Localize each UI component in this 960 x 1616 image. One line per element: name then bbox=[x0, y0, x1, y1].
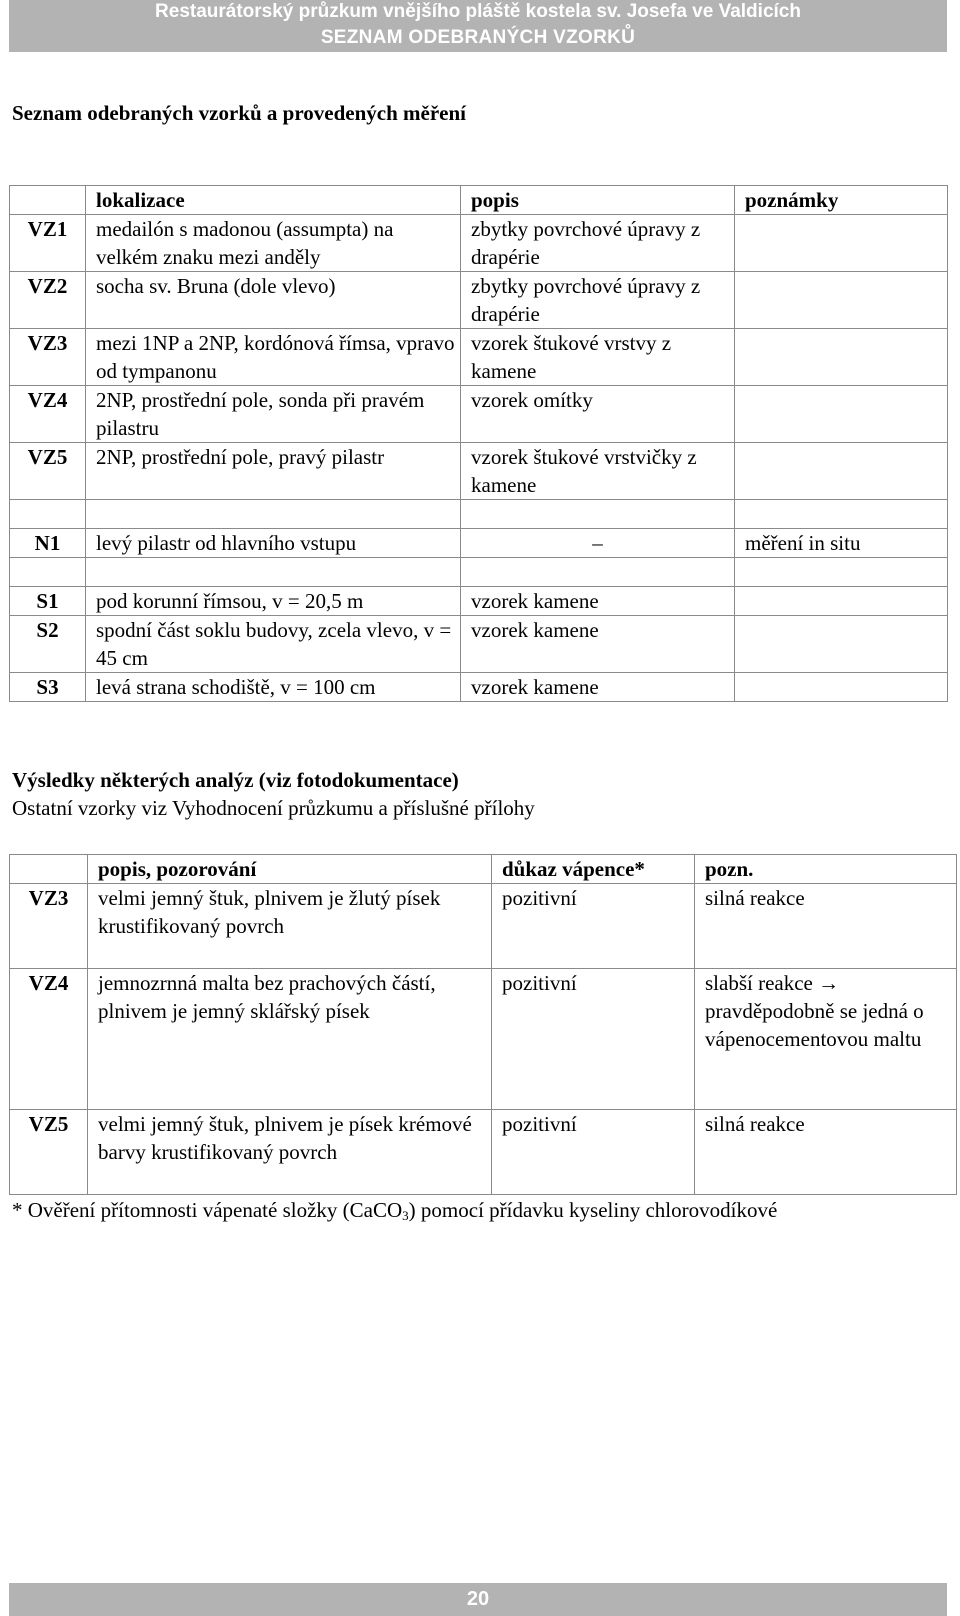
footnote-subscript: 3 bbox=[402, 1208, 409, 1223]
sample-id: S2 bbox=[10, 616, 86, 673]
samples-table bbox=[9, 185, 948, 702]
limestone-proof: pozitivní bbox=[492, 969, 695, 1110]
table-row bbox=[10, 884, 957, 969]
sample-description: vzorek omítky bbox=[461, 386, 735, 443]
sample-location: 2NP, prostřední pole, sonda při pravém pilastru bbox=[86, 386, 461, 443]
sample-notes bbox=[735, 215, 948, 272]
results-table bbox=[9, 854, 957, 1195]
result-note: silná reakce bbox=[695, 884, 957, 969]
sample-notes bbox=[735, 616, 948, 673]
observation: jemnozrnná malta bez prachových částí, plnivem je jemný sklářský písek bbox=[88, 969, 492, 1110]
sample-id: S3 bbox=[10, 673, 86, 702]
page-footer bbox=[9, 1583, 947, 1616]
sample-id: VZ1 bbox=[10, 215, 86, 272]
sample-description: vzorek kamene bbox=[461, 673, 735, 702]
section-title: SEZNAM ODEBRANÝCH VZORKŮ bbox=[320, 27, 636, 48]
sample-description: vzorek štukové vrstvičky z kamene bbox=[461, 443, 735, 500]
table-row bbox=[10, 386, 948, 443]
limestone-proof: pozitivní bbox=[492, 884, 695, 969]
sample-id: S1 bbox=[10, 587, 86, 616]
sample-id: N1 bbox=[10, 529, 86, 558]
spacer-row bbox=[10, 558, 948, 587]
document-title: Restaurátorský průzkum vnějšího pláště kostela sv. Josefa ve Valdicích bbox=[155, 1, 801, 22]
table-row bbox=[10, 587, 948, 616]
table-header-row bbox=[10, 186, 948, 215]
table-row bbox=[10, 215, 948, 272]
sample-location: medailón s madonou (assumpta) na velkém znaku mezi anděly bbox=[86, 215, 461, 272]
sample-location: 2NP, prostřední pole, pravý pilastr bbox=[86, 443, 461, 500]
sample-notes bbox=[735, 329, 948, 386]
sample-description: zbytky povrchové úpravy z drapérie bbox=[461, 272, 735, 329]
sample-description: vzorek štukové vrstvy z kamene bbox=[461, 329, 735, 386]
table-row bbox=[10, 616, 948, 673]
sample-notes bbox=[735, 386, 948, 443]
table-row bbox=[10, 969, 957, 1110]
sample-notes bbox=[735, 587, 948, 616]
sample-id: VZ4 bbox=[10, 969, 88, 1110]
footnote bbox=[12, 1197, 777, 1229]
sample-description: zbytky povrchové úpravy z drapérie bbox=[461, 215, 735, 272]
sample-location: levá strana schodiště, v = 100 cm bbox=[86, 673, 461, 702]
result-note: silná reakce bbox=[695, 1110, 957, 1195]
sample-notes bbox=[735, 673, 948, 702]
header-description: popis bbox=[461, 186, 735, 215]
table-row bbox=[10, 673, 948, 702]
sample-id: VZ3 bbox=[10, 884, 88, 969]
observation: velmi jemný štuk, plnivem je žlutý písek krustifikovaný povrch bbox=[88, 884, 492, 969]
sample-location: socha sv. Bruna (dole vlevo) bbox=[86, 272, 461, 329]
results-subtitle: Ostatní vzorky viz Vyhodnocení průzkumu a příslušné přílohy bbox=[12, 796, 535, 820]
document-header-banner bbox=[9, 0, 947, 52]
sample-location: pod korunní římsou, v = 20,5 m bbox=[86, 587, 461, 616]
table-row bbox=[10, 529, 948, 558]
page-number: 20 bbox=[466, 1588, 490, 1610]
result-note: slabší reakce → pravděpodobně se jedná o vápenocementovou maltu bbox=[695, 969, 957, 1110]
header-note: pozn. bbox=[695, 855, 957, 884]
table-header-row bbox=[10, 855, 957, 884]
page-heading: Seznam odebraných vzorků a provedených měření bbox=[12, 101, 467, 125]
table-row bbox=[10, 1110, 957, 1195]
sample-location: spodní část soklu budovy, zcela vlevo, v = 45 cm bbox=[86, 616, 461, 673]
header-observation: popis, pozorování bbox=[88, 855, 492, 884]
sample-id: VZ5 bbox=[10, 443, 86, 500]
sample-description: vzorek kamene bbox=[461, 587, 735, 616]
sample-notes bbox=[735, 443, 948, 500]
table-row bbox=[10, 443, 948, 500]
sample-notes: měření in situ bbox=[735, 529, 948, 558]
limestone-proof: pozitivní bbox=[492, 1110, 695, 1195]
spacer-row bbox=[10, 500, 948, 529]
sample-location: mezi 1NP a 2NP, kordónová římsa, vpravo od tympanonu bbox=[86, 329, 461, 386]
table-row bbox=[10, 272, 948, 329]
results-title: Výsledky některých analýz (viz fotodokumentace) bbox=[12, 768, 459, 792]
footnote-text-end: ) pomocí přídavku kyseliny chlorovodíkové bbox=[408, 1198, 778, 1222]
sample-description: vzorek kamene bbox=[461, 616, 735, 673]
sample-description: – bbox=[461, 529, 735, 558]
header-limestone-proof: důkaz vápence* bbox=[492, 855, 695, 884]
sample-id: VZ3 bbox=[10, 329, 86, 386]
observation: velmi jemný štuk, plnivem je písek krémové barvy krustifikovaný povrch bbox=[88, 1110, 492, 1195]
sample-notes bbox=[735, 272, 948, 329]
footnote-text: * Ověření přítomnosti vápenaté složky (CaCO bbox=[12, 1198, 403, 1222]
header-location: lokalizace bbox=[86, 186, 461, 215]
sample-id: VZ5 bbox=[10, 1110, 88, 1195]
header-notes: poznámky bbox=[735, 186, 948, 215]
sample-id: VZ2 bbox=[10, 272, 86, 329]
table-row bbox=[10, 329, 948, 386]
sample-location: levý pilastr od hlavního vstupu bbox=[86, 529, 461, 558]
sample-id: VZ4 bbox=[10, 386, 86, 443]
